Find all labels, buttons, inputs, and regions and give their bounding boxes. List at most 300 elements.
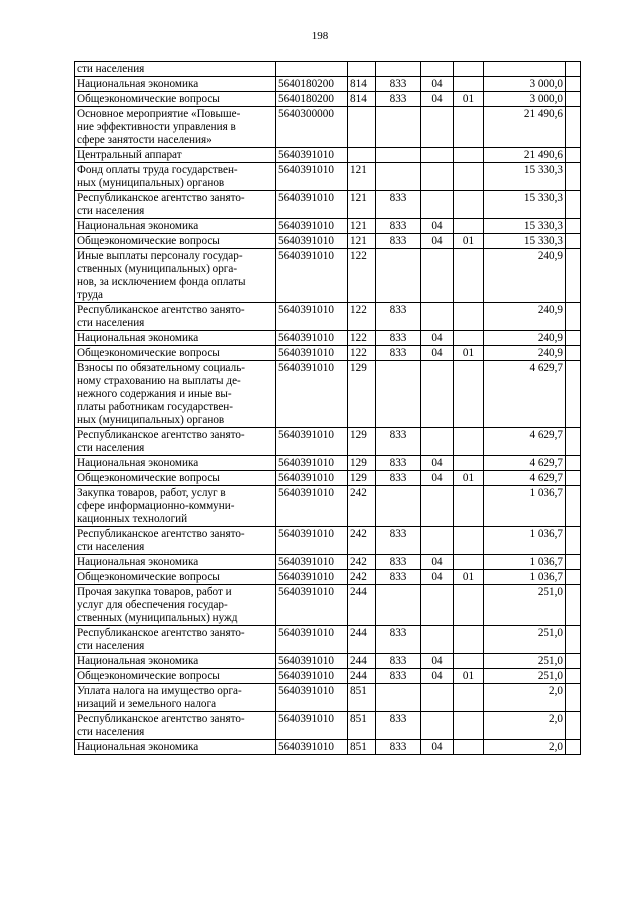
subsection-code-cell (454, 107, 484, 148)
expense-type-code-cell (348, 471, 376, 486)
table-row (75, 570, 581, 585)
section-code-cell (421, 654, 454, 669)
amount-cell (484, 163, 566, 191)
target-article-code: 5640391010 (278, 472, 334, 484)
administrator-code-cell (376, 303, 421, 331)
expense-type-code: 242 (350, 487, 367, 499)
row-name-cell (75, 191, 276, 219)
amount: 251,0 (537, 627, 563, 639)
expense-type-code-cell (348, 249, 376, 303)
table-row (75, 92, 581, 107)
subsection-code-cell (454, 669, 484, 684)
administrator-code-cell (376, 712, 421, 740)
administrator-code-cell (376, 219, 421, 234)
subsection-code: 01 (462, 472, 475, 484)
expense-type-code-cell (348, 555, 376, 570)
administrator-code: 833 (389, 457, 407, 469)
row-name-cell (75, 303, 276, 331)
empty-extra-cell (566, 77, 581, 92)
target-article-code-cell (276, 570, 348, 585)
target-article-code: 5640391010 (278, 627, 334, 639)
row-name: сти населения (77, 63, 145, 75)
subsection-code: 01 (462, 93, 475, 105)
table-row (75, 219, 581, 234)
empty-extra-cell (566, 555, 581, 570)
section-code-cell (421, 234, 454, 249)
amount: 21 490,6 (523, 149, 563, 161)
section-code-cell (421, 191, 454, 219)
target-article-code: 5640180200 (278, 78, 334, 90)
section-code-cell (421, 626, 454, 654)
section-code-cell (421, 303, 454, 331)
target-article-code: 5640391010 (278, 429, 334, 441)
empty-extra-cell (566, 684, 581, 712)
section-code: 04 (431, 332, 443, 344)
amount: 4 629,7 (529, 362, 563, 374)
administrator-code-cell (376, 471, 421, 486)
expense-type-code-cell (348, 486, 376, 527)
expense-type-code-cell (348, 77, 376, 92)
row-name: Национальная экономика (77, 220, 199, 232)
table-row (75, 107, 581, 148)
subsection-code-cell (454, 486, 484, 527)
target-article-code-cell (276, 361, 348, 428)
amount: 251,0 (537, 670, 563, 682)
amount-cell (484, 234, 566, 249)
amount: 251,0 (537, 586, 563, 598)
administrator-code-cell (376, 346, 421, 361)
target-article-code-cell (276, 669, 348, 684)
amount-cell (484, 456, 566, 471)
administrator-code-cell (376, 234, 421, 249)
table-row (75, 234, 581, 249)
expense-type-code: 122 (350, 250, 367, 262)
amount: 2,0 (549, 685, 563, 697)
subsection-code-cell (454, 303, 484, 331)
amount: 15 330,3 (523, 235, 563, 247)
table-row (75, 191, 581, 219)
table-row (75, 428, 581, 456)
target-article-code: 5640391010 (278, 528, 334, 540)
target-article-code: 5640391010 (278, 487, 334, 499)
row-name: Республиканское агентство занято- сти населения (77, 192, 245, 217)
row-name-cell (75, 712, 276, 740)
amount: 240,9 (537, 332, 563, 344)
expense-type-code: 244 (350, 627, 367, 639)
expense-type-code: 244 (350, 655, 367, 667)
administrator-code: 833 (389, 627, 407, 639)
administrator-code-cell (376, 77, 421, 92)
table-row (75, 163, 581, 191)
subsection-code-cell (454, 62, 484, 77)
expense-type-code: 851 (350, 741, 367, 753)
expense-type-code-cell (348, 219, 376, 234)
expense-type-code: 129 (350, 457, 367, 469)
row-name-cell (75, 219, 276, 234)
expense-type-code: 244 (350, 586, 367, 598)
row-name-cell (75, 654, 276, 669)
subsection-code-cell (454, 740, 484, 755)
target-article-code: 5640391010 (278, 250, 334, 262)
target-article-code: 5640391010 (278, 332, 334, 344)
expense-type-code-cell (348, 570, 376, 585)
empty-extra-cell (566, 249, 581, 303)
target-article-code-cell (276, 456, 348, 471)
expense-type-code: 814 (350, 78, 367, 90)
section-code-cell (421, 585, 454, 626)
administrator-code-cell (376, 654, 421, 669)
amount-cell (484, 669, 566, 684)
table-row (75, 456, 581, 471)
row-name: Национальная экономика (77, 457, 199, 469)
expense-type-code: 129 (350, 472, 367, 484)
administrator-code: 833 (389, 347, 407, 359)
expense-type-code-cell (348, 163, 376, 191)
target-article-code-cell (276, 303, 348, 331)
subsection-code-cell (454, 331, 484, 346)
target-article-code: 5640391010 (278, 713, 334, 725)
administrator-code-cell (376, 191, 421, 219)
amount-cell (484, 77, 566, 92)
amount-cell (484, 428, 566, 456)
section-code: 04 (431, 220, 443, 232)
amount-cell (484, 570, 566, 585)
subsection-code-cell (454, 684, 484, 712)
administrator-code-cell (376, 163, 421, 191)
expense-type-code: 242 (350, 571, 367, 583)
section-code-cell (421, 456, 454, 471)
target-article-code-cell (276, 684, 348, 712)
expense-type-code: 129 (350, 429, 367, 441)
amount: 4 629,7 (529, 472, 563, 484)
section-code-cell (421, 471, 454, 486)
table-row (75, 654, 581, 669)
administrator-code-cell (376, 486, 421, 527)
empty-extra-cell (566, 486, 581, 527)
row-name-cell (75, 585, 276, 626)
table-row (75, 527, 581, 555)
expense-type-code-cell (348, 331, 376, 346)
section-code: 04 (431, 670, 443, 682)
expense-type-code: 242 (350, 528, 367, 540)
row-name: Закупка товаров, работ, услуг в сфере информационно-коммуни- кационных технологий (77, 487, 235, 525)
amount-cell (484, 62, 566, 77)
expense-type-code-cell (348, 626, 376, 654)
row-name-cell (75, 62, 276, 77)
row-name-cell (75, 740, 276, 755)
target-article-code: 5640391010 (278, 655, 334, 667)
row-name-cell (75, 163, 276, 191)
table-row (75, 712, 581, 740)
expense-type-code: 121 (350, 235, 367, 247)
row-name: Национальная экономика (77, 332, 199, 344)
amount: 1 036,7 (529, 556, 563, 568)
expense-type-code: 851 (350, 685, 367, 697)
amount-cell (484, 191, 566, 219)
administrator-code: 833 (389, 556, 407, 568)
empty-extra-cell (566, 163, 581, 191)
subsection-code: 01 (462, 571, 475, 583)
subsection-code-cell (454, 626, 484, 654)
amount-cell (484, 626, 566, 654)
section-code-cell (421, 684, 454, 712)
subsection-code-cell (454, 77, 484, 92)
expense-type-code-cell (348, 148, 376, 163)
amount-cell (484, 148, 566, 163)
amount: 15 330,3 (523, 164, 563, 176)
table-row (75, 346, 581, 361)
amount: 240,9 (537, 347, 563, 359)
row-name-cell (75, 148, 276, 163)
target-article-code: 5640391010 (278, 457, 334, 469)
expense-type-code-cell (348, 456, 376, 471)
section-code: 04 (431, 457, 443, 469)
table-row (75, 331, 581, 346)
amount-cell (484, 684, 566, 712)
row-name-cell (75, 555, 276, 570)
administrator-code: 833 (389, 78, 407, 90)
subsection-code-cell (454, 654, 484, 669)
expense-type-code-cell (348, 527, 376, 555)
amount: 240,9 (537, 250, 563, 262)
row-name-cell (75, 471, 276, 486)
target-article-code-cell (276, 654, 348, 669)
table-row (75, 555, 581, 570)
subsection-code-cell (454, 234, 484, 249)
expense-type-code: 851 (350, 713, 367, 725)
amount-cell (484, 740, 566, 755)
amount-cell (484, 92, 566, 107)
table-row (75, 669, 581, 684)
amount: 2,0 (549, 713, 563, 725)
administrator-code: 833 (389, 713, 407, 725)
administrator-code-cell (376, 456, 421, 471)
subsection-code-cell (454, 361, 484, 428)
empty-extra-cell (566, 654, 581, 669)
target-article-code: 5640391010 (278, 164, 334, 176)
administrator-code: 833 (389, 571, 407, 583)
subsection-code-cell (454, 555, 484, 570)
amount: 3 000,0 (529, 78, 563, 90)
target-article-code: 5640391010 (278, 192, 334, 204)
amount: 251,0 (537, 655, 563, 667)
expense-type-code-cell (348, 191, 376, 219)
target-article-code: 5640391010 (278, 347, 334, 359)
row-name: Республиканское агентство занято- сти населения (77, 429, 245, 454)
amount: 4 629,7 (529, 429, 563, 441)
administrator-code: 833 (389, 655, 407, 667)
empty-extra-cell (566, 712, 581, 740)
target-article-code-cell (276, 428, 348, 456)
subsection-code-cell (454, 428, 484, 456)
target-article-code: 5640180200 (278, 93, 334, 105)
section-code-cell (421, 712, 454, 740)
section-code: 04 (431, 78, 443, 90)
target-article-code: 5640391010 (278, 149, 334, 161)
section-code: 04 (431, 472, 443, 484)
target-article-code-cell (276, 471, 348, 486)
amount: 1 036,7 (529, 528, 563, 540)
row-name: Центральный аппарат (77, 149, 182, 161)
empty-extra-cell (566, 303, 581, 331)
target-article-code: 5640391010 (278, 556, 334, 568)
target-article-code: 5640391010 (278, 741, 334, 753)
administrator-code-cell (376, 570, 421, 585)
section-code: 04 (431, 235, 443, 247)
row-name: Основное мероприятие «Повыше- ние эффективности управления в сфере занятости населения» (77, 108, 241, 146)
row-name-cell (75, 331, 276, 346)
administrator-code: 833 (389, 528, 407, 540)
expense-type-code-cell (348, 234, 376, 249)
amount: 2,0 (549, 741, 563, 753)
target-article-code-cell (276, 527, 348, 555)
table-row (75, 740, 581, 755)
target-article-code-cell (276, 346, 348, 361)
administrator-code-cell (376, 249, 421, 303)
subsection-code-cell (454, 712, 484, 740)
row-name-cell (75, 361, 276, 428)
subsection-code-cell (454, 219, 484, 234)
amount-cell (484, 555, 566, 570)
empty-extra-cell (566, 626, 581, 654)
section-code: 04 (431, 556, 443, 568)
administrator-code: 833 (389, 304, 407, 316)
amount: 4 629,7 (529, 457, 563, 469)
empty-extra-cell (566, 428, 581, 456)
subsection-code-cell (454, 527, 484, 555)
administrator-code-cell (376, 585, 421, 626)
row-name: Национальная экономика (77, 556, 199, 568)
empty-extra-cell (566, 191, 581, 219)
administrator-code: 833 (389, 472, 407, 484)
amount-cell (484, 486, 566, 527)
row-name: Общеэкономические вопросы (77, 347, 220, 359)
section-code-cell (421, 740, 454, 755)
administrator-code-cell (376, 107, 421, 148)
subsection-code: 01 (462, 235, 475, 247)
target-article-code-cell (276, 585, 348, 626)
empty-extra-cell (566, 669, 581, 684)
subsection-code-cell (454, 191, 484, 219)
row-name-cell (75, 684, 276, 712)
empty-extra-cell (566, 527, 581, 555)
empty-extra-cell (566, 148, 581, 163)
target-article-code-cell (276, 62, 348, 77)
expense-type-code: 814 (350, 93, 367, 105)
administrator-code-cell (376, 428, 421, 456)
subsection-code-cell (454, 92, 484, 107)
section-code-cell (421, 527, 454, 555)
amount-cell (484, 303, 566, 331)
administrator-code: 833 (389, 670, 407, 682)
row-name: Общеэкономические вопросы (77, 93, 220, 105)
table-row (75, 684, 581, 712)
section-code-cell (421, 62, 454, 77)
subsection-code: 01 (462, 670, 475, 682)
section-code-cell (421, 77, 454, 92)
target-article-code: 5640391010 (278, 685, 334, 697)
table-row (75, 626, 581, 654)
target-article-code: 5640391010 (278, 571, 334, 583)
row-name: Республиканское агентство занято- сти населения (77, 627, 245, 652)
table-row (75, 471, 581, 486)
expense-type-code-cell (348, 428, 376, 456)
amount-cell (484, 585, 566, 626)
row-name-cell (75, 77, 276, 92)
row-name-cell (75, 249, 276, 303)
expense-type-code: 121 (350, 192, 367, 204)
page-number: 198 (311, 30, 329, 42)
empty-extra-cell (566, 346, 581, 361)
expense-type-code-cell (348, 346, 376, 361)
amount-cell (484, 107, 566, 148)
row-name-cell (75, 107, 276, 148)
empty-extra-cell (566, 62, 581, 77)
empty-extra-cell (566, 234, 581, 249)
target-article-code-cell (276, 712, 348, 740)
row-name: Иные выплаты персоналу государ- ственных (муниципальных) орга- нов, за исключением фонда оплаты труда (77, 250, 246, 301)
expense-type-code: 122 (350, 347, 367, 359)
target-article-code-cell (276, 92, 348, 107)
row-name: Общеэкономические вопросы (77, 571, 220, 583)
target-article-code: 5640391010 (278, 220, 334, 232)
amount: 15 330,3 (523, 220, 563, 232)
target-article-code-cell (276, 163, 348, 191)
row-name-cell (75, 456, 276, 471)
administrator-code: 833 (389, 192, 407, 204)
row-name: Взносы по обязательному социаль- ному страхованию на выплаты де- нежного содержания и иные вы- платы работникам государствен- ных (муниципальных) органов (77, 362, 246, 426)
amount-cell (484, 346, 566, 361)
target-article-code: 5640391010 (278, 362, 334, 374)
row-name-cell (75, 527, 276, 555)
row-name-cell (75, 92, 276, 107)
table-row (75, 62, 581, 77)
row-name-cell (75, 234, 276, 249)
administrator-code-cell (376, 555, 421, 570)
administrator-code: 833 (389, 93, 407, 105)
subsection-code-cell (454, 346, 484, 361)
row-name: Национальная экономика (77, 78, 199, 90)
amount: 240,9 (537, 304, 563, 316)
empty-extra-cell (566, 456, 581, 471)
target-article-code-cell (276, 107, 348, 148)
empty-extra-cell (566, 361, 581, 428)
table-row (75, 585, 581, 626)
administrator-code: 833 (389, 429, 407, 441)
subsection-code-cell (454, 456, 484, 471)
expense-type-code-cell (348, 669, 376, 684)
subsection-code-cell (454, 249, 484, 303)
row-name: Прочая закупка товаров, работ и услуг для обеспечения государ- ственных (муниципальных) нужд (77, 586, 238, 624)
table-row (75, 249, 581, 303)
expense-type-code-cell (348, 107, 376, 148)
expense-type-code-cell (348, 92, 376, 107)
administrator-code-cell (376, 669, 421, 684)
subsection-code-cell (454, 163, 484, 191)
target-article-code-cell (276, 191, 348, 219)
row-name: Фонд оплаты труда государствен- ных (муниципальных) органов (77, 164, 238, 189)
row-name: Общеэкономические вопросы (77, 235, 220, 247)
administrator-code-cell (376, 62, 421, 77)
target-article-code-cell (276, 486, 348, 527)
expense-type-code-cell (348, 62, 376, 77)
expense-type-code-cell (348, 684, 376, 712)
row-name: Республиканское агентство занято- сти населения (77, 528, 245, 553)
subsection-code-cell (454, 471, 484, 486)
row-name: Национальная экономика (77, 741, 199, 753)
section-code-cell (421, 163, 454, 191)
expense-type-code: 122 (350, 332, 367, 344)
